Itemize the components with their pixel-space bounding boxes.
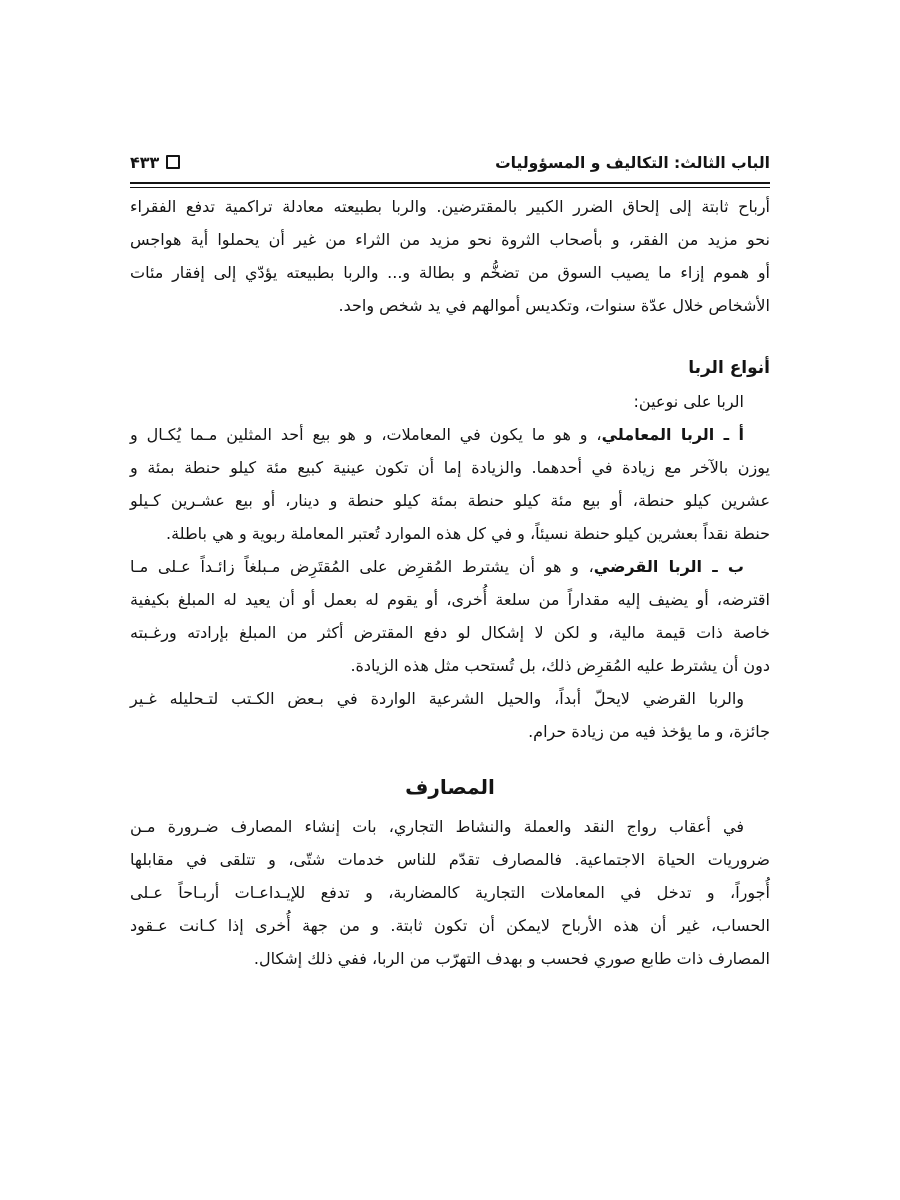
paragraph bbox=[130, 385, 770, 418]
paragraph bbox=[130, 190, 770, 322]
centered-section-heading: المصارف bbox=[405, 775, 495, 799]
text-line: يوزن بالآخر مع زيادة في أحدهما. والزيادة إما أن تكون عينية كبيع مئة كيلو حنطة بمئة و bbox=[130, 458, 770, 477]
text-line: أرباح ثابتة إلى إلحاق الضرر الكبير بالمقترضين. والربا بطبيعته معادلة تراكمية تدفع الفقراء bbox=[130, 197, 770, 216]
text-line: الحساب، غير أن هذه الأرباح لايمكن أن تكون ثابتة. و من جهة أُخرى إذا كـانت عـقود bbox=[130, 916, 770, 935]
paragraph bbox=[130, 418, 770, 550]
page-header bbox=[130, 150, 770, 176]
text-line: الأشخاص خلال عدّة سنوات، وتكديس أموالهم في يد شخص واحد. bbox=[338, 296, 770, 315]
header-double-rule bbox=[130, 182, 770, 188]
text-line: أُجوراً، و تدخل في المعاملات التجارية كالمضاربة، و تدفع للإيـداعـات أربـاحاً عـلى bbox=[130, 883, 770, 902]
bold-lead: أ ـ الربا المعاملي bbox=[601, 425, 744, 444]
text-line: في أعقاب رواج النقد والعملة والنشاط التجاري، بات إنشاء المصارف ضـرورة مـن bbox=[130, 817, 744, 836]
page-number-group bbox=[130, 150, 180, 176]
page-number: ۴۳۳ bbox=[130, 153, 160, 172]
body-blocks bbox=[130, 190, 770, 975]
text-line: جائزة، و ما يؤخذ فيه من زيادة حرام. bbox=[528, 722, 770, 741]
paragraph bbox=[130, 550, 770, 682]
text-line: أو هموم إزاء ما يصيب السوق من تضخُّم و بطالة و... والربا بطبيعته يؤدّي إلى إفقار مئات bbox=[130, 263, 770, 282]
text-line: ب ـ الربا القرضي، و هو أن يشترط المُقرِض على المُقتَرِض مـبلغاً زائـداً عـلى مـا bbox=[130, 557, 744, 576]
text-line: دون أن يشترط عليه المُقرِض ذلك، بل تُستحب مثل هذه الزيادة. bbox=[350, 656, 770, 675]
text-line: عشرين كيلو حنطة، أو بيع مئة كيلو حنطة بمئة كيلو حنطة و دينار، أو بيع عشـرين كـيلو bbox=[130, 491, 770, 510]
text-line: نحو مزيد من الفقر، و بأصحاب الثروة نحو مزيد من الثراء من غير أن يحملوا أية هواجس bbox=[130, 230, 770, 249]
page-content bbox=[130, 150, 770, 975]
bold-lead: ب ـ الربا القرضي bbox=[593, 557, 744, 576]
text-line: الربا على نوعين: bbox=[633, 392, 744, 411]
chapter-title: الباب الثالث: التكاليف و المسؤوليات bbox=[495, 154, 770, 172]
text-line: حنطة نقداً بعشرين كيلو حنطة نسيئاً، و في كل هذه الموارد تُعتبر المعاملة ربوية و هي باطلة. bbox=[165, 524, 770, 543]
text-line: ضروريات الحياة الاجتماعية. فالمصارف تقدّم للناس خدمات شتّى، و تتلقى في مقابلها bbox=[130, 850, 770, 869]
paragraph bbox=[130, 682, 770, 748]
text-line: اقترضه، أو يضيف إليه مقداراً من سلعة أُخرى، أو يقوم له بعمل أو أن يعيد له المبلغ بكيفية bbox=[130, 590, 770, 609]
section-heading: أنواع الربا bbox=[688, 358, 770, 378]
text-line: المصارف ذات طابع صوري فحسب و بهدف التهرّب من الربا، ففي ذلك إشكال. bbox=[253, 949, 770, 968]
page-number-square-icon bbox=[166, 155, 180, 169]
paragraph bbox=[130, 810, 770, 975]
text-line: والربا القرضي لايحلّ أبداً، والحيل الشرعية الواردة في بـعض الكـتب لتـحليله غـير bbox=[130, 689, 744, 708]
text-line: خاصة ذات قيمة مالية، و لكن لا إشكال لو دفع المقترض أكثر من المبلغ بإرادته ورغـبته bbox=[130, 623, 770, 642]
text-line: أ ـ الربا المعاملي، و هو ما يكون في المعاملات، و هو بيع أحد المثلين مـما يُكـال و bbox=[130, 425, 744, 444]
